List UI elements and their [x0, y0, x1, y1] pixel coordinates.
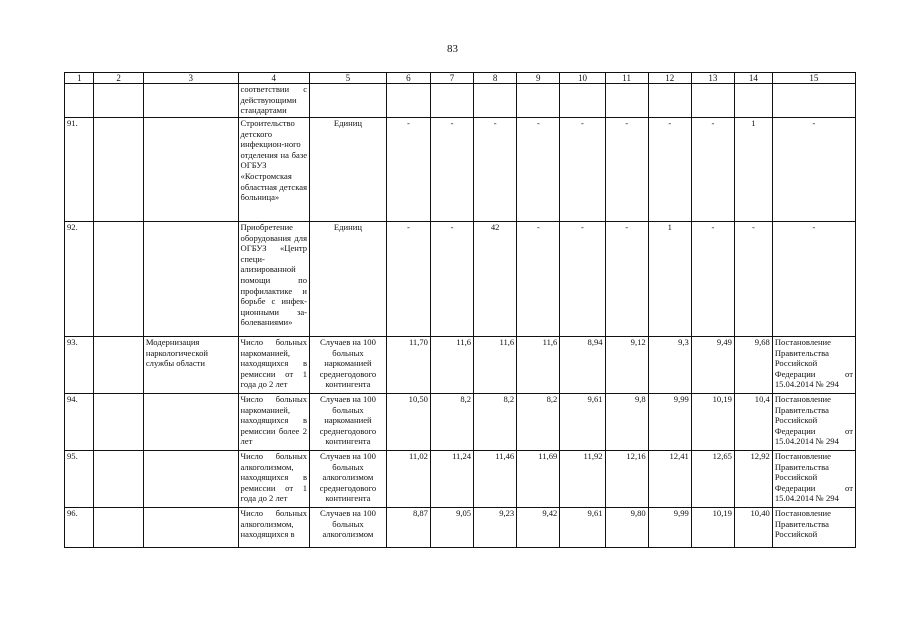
value-cell: - — [386, 118, 430, 222]
section-cell — [143, 508, 238, 548]
value-cell: 11,24 — [430, 451, 473, 508]
section-cell — [143, 394, 238, 451]
value-cell: 11,02 — [386, 451, 430, 508]
value-cell — [430, 84, 473, 118]
row-number: 96. — [65, 508, 94, 548]
value-cell: 11,6 — [474, 337, 517, 394]
row-number: 91. — [65, 118, 94, 222]
header-cell: 7 — [430, 73, 473, 84]
row-number: 94. — [65, 394, 94, 451]
value-cell: 9,68 — [734, 337, 772, 394]
value-cell: - — [560, 222, 605, 337]
value-cell: - — [691, 118, 734, 222]
header-cell: 3 — [143, 73, 238, 84]
value-cell: - — [430, 222, 473, 337]
value-cell — [560, 84, 605, 118]
table-row — [65, 508, 856, 548]
indicator-name: Число больных алкоголизмом, находящихся в ремиссии от 1 года до 2 лет — [238, 451, 310, 508]
basis-cell: - — [772, 222, 855, 337]
value-cell: - — [560, 118, 605, 222]
header-cell: 1 — [65, 73, 94, 84]
basis-cell: Постановление Правительства Российской Федерации от 15.04.2014 № 294 — [772, 337, 855, 394]
value-cell: 1 — [648, 222, 691, 337]
value-cell: 9,61 — [560, 394, 605, 451]
basis-cell: Постановление Правительства Российской — [772, 508, 855, 548]
section-title: Модернизация наркологической службы области — [143, 337, 238, 394]
value-cell: - — [605, 118, 648, 222]
indicator-name: Число больных наркоманией, находящихся в ремиссии более 2 лет — [238, 394, 310, 451]
section-cell — [143, 222, 238, 337]
value-cell: 9,99 — [648, 394, 691, 451]
unit-cell: Случаев на 100 больных наркоманией среднегодового контингента — [310, 394, 387, 451]
value-cell: 12,92 — [734, 451, 772, 508]
value-cell: - — [517, 118, 560, 222]
header-cell: 2 — [94, 73, 143, 84]
basis-cell — [772, 84, 855, 118]
value-cell: - — [648, 118, 691, 222]
header-cell: 15 — [772, 73, 855, 84]
value-cell: 12,16 — [605, 451, 648, 508]
empty-cell — [94, 337, 143, 394]
value-cell: 9,61 — [560, 508, 605, 548]
value-cell: - — [734, 222, 772, 337]
section-cell — [143, 451, 238, 508]
basis-cell: Постановление Правительства Российской Федерации от 15.04.2014 № 294 — [772, 394, 855, 451]
value-cell: - — [386, 222, 430, 337]
value-cell: 10,50 — [386, 394, 430, 451]
basis-cell: Постановление Правительства Российской Федерации от 15.04.2014 № 294 — [772, 451, 855, 508]
value-cell: 8,2 — [430, 394, 473, 451]
value-cell: 9,49 — [691, 337, 734, 394]
value-cell — [605, 84, 648, 118]
value-cell: - — [605, 222, 648, 337]
header-cell: 13 — [691, 73, 734, 84]
value-cell: 10,4 — [734, 394, 772, 451]
row-number — [65, 84, 94, 118]
table-row — [65, 118, 856, 222]
value-cell: - — [474, 118, 517, 222]
value-cell: 9,05 — [430, 508, 473, 548]
value-cell: 10,19 — [691, 508, 734, 548]
value-cell: 10,19 — [691, 394, 734, 451]
value-cell: 8,2 — [517, 394, 560, 451]
header-cell: 12 — [648, 73, 691, 84]
value-cell: 8,2 — [474, 394, 517, 451]
page-number: 83 — [447, 43, 458, 55]
value-cell: 9,23 — [474, 508, 517, 548]
value-cell: 12,41 — [648, 451, 691, 508]
row-number: 95. — [65, 451, 94, 508]
header-cell: 6 — [386, 73, 430, 84]
table-row — [65, 451, 856, 508]
header-cell: 14 — [734, 73, 772, 84]
value-cell — [517, 84, 560, 118]
header-cell: 8 — [474, 73, 517, 84]
value-cell: - — [517, 222, 560, 337]
value-cell: 8,94 — [560, 337, 605, 394]
value-cell — [734, 84, 772, 118]
value-cell: 9,99 — [648, 508, 691, 548]
basis-cell: - — [772, 118, 855, 222]
unit-cell: Единиц — [310, 118, 387, 222]
indicator-name: Число больных наркоманией, находящихся в ремиссии от 1 года до 2 лет — [238, 337, 310, 394]
empty-cell — [94, 451, 143, 508]
value-cell: 9,80 — [605, 508, 648, 548]
empty-cell — [94, 508, 143, 548]
value-cell — [386, 84, 430, 118]
unit-cell: Случаев на 100 больных алкоголизмом — [310, 508, 387, 548]
table-row — [65, 84, 856, 118]
value-cell: 11,92 — [560, 451, 605, 508]
header-cell: 10 — [560, 73, 605, 84]
value-cell: 11,69 — [517, 451, 560, 508]
section-cell — [143, 118, 238, 222]
indicator-name: Строительство детского инфекцион-ного отделения на базе ОГБУЗ «Костромская областная детская больница» — [238, 118, 310, 222]
unit-cell — [310, 84, 387, 118]
unit-cell: Случаев на 100 больных наркоманией среднегодового контингента — [310, 337, 387, 394]
table-row — [65, 222, 856, 337]
value-cell: 12,65 — [691, 451, 734, 508]
value-cell: - — [430, 118, 473, 222]
value-cell — [474, 84, 517, 118]
value-cell: 11,6 — [517, 337, 560, 394]
empty-cell — [94, 222, 143, 337]
indicator-name: соответствии с действующими стандартами — [238, 84, 310, 118]
value-cell: 9,42 — [517, 508, 560, 548]
header-cell: 4 — [238, 73, 310, 84]
table-row — [65, 337, 856, 394]
header-cell: 5 — [310, 73, 387, 84]
empty-cell — [94, 394, 143, 451]
value-cell: 9,8 — [605, 394, 648, 451]
empty-cell — [94, 118, 143, 222]
header-row — [65, 73, 856, 84]
row-number: 93. — [65, 337, 94, 394]
value-cell: 11,6 — [430, 337, 473, 394]
value-cell: 8,87 — [386, 508, 430, 548]
empty-cell — [94, 84, 143, 118]
header-cell: 11 — [605, 73, 648, 84]
row-number: 92. — [65, 222, 94, 337]
header-cell: 9 — [517, 73, 560, 84]
table-row — [65, 394, 856, 451]
value-cell — [648, 84, 691, 118]
indicator-table — [64, 72, 856, 548]
value-cell — [691, 84, 734, 118]
value-cell: - — [691, 222, 734, 337]
indicator-name: Число больных алкоголизмом, находящихся в — [238, 508, 310, 548]
indicator-name: Приобретение оборудования для ОГБУЗ «Центр специ-ализированной помощи по профилактике и борьбе с инфек-ционными за-болеваниями» — [238, 222, 310, 337]
value-cell: 42 — [474, 222, 517, 337]
value-cell: 1 — [734, 118, 772, 222]
section-cell — [143, 84, 238, 118]
value-cell: 11,46 — [474, 451, 517, 508]
unit-cell: Единиц — [310, 222, 387, 337]
value-cell: 9,12 — [605, 337, 648, 394]
unit-cell: Случаев на 100 больных алкоголизмом среднегодового контингента — [310, 451, 387, 508]
value-cell: 9,3 — [648, 337, 691, 394]
value-cell: 10,40 — [734, 508, 772, 548]
value-cell: 11,70 — [386, 337, 430, 394]
